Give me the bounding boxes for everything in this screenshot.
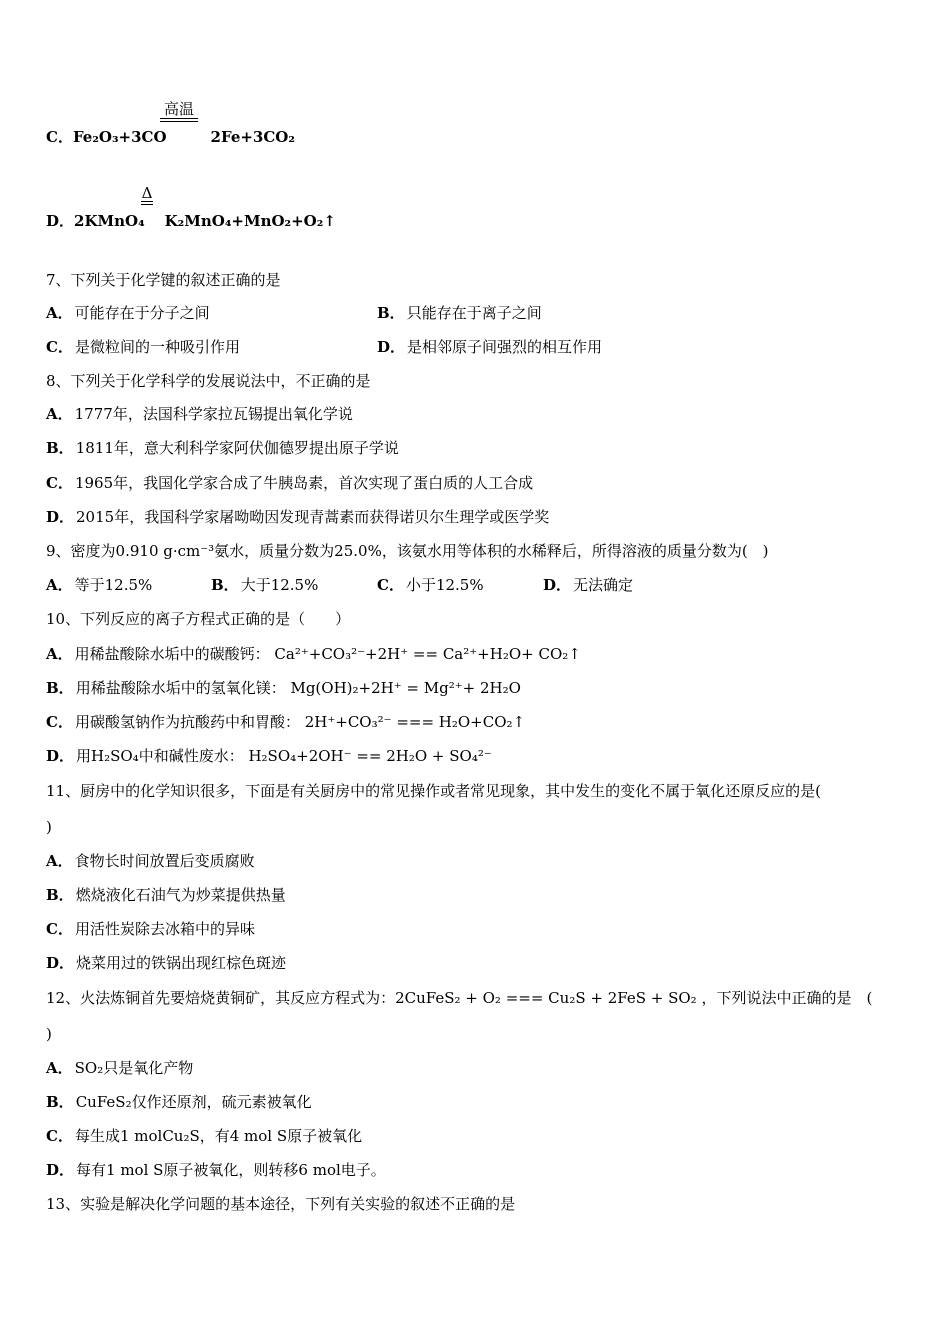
option-text: CuFeS₂仅作还原剂，硫元素被氧化 [75, 1093, 312, 1111]
q12-option-c [46, 1126, 362, 1146]
q7-option-d [377, 337, 602, 357]
option-label: A． [46, 852, 73, 870]
q9-option-b [211, 575, 318, 595]
q11-option-c [46, 919, 255, 939]
option-text: 无法确定 [573, 576, 634, 594]
equation-rhs: 2Fe+3CO₂ [210, 128, 295, 146]
option-text: 等于12.5% [74, 576, 153, 594]
delta-symbol: Δ [141, 184, 153, 202]
option-label: C． [46, 338, 73, 356]
option-text: SO₂只是氧化产物 [74, 1059, 194, 1077]
q11-option-d [46, 953, 286, 973]
option-label: C． [377, 576, 404, 594]
option-label: A． [46, 645, 73, 663]
option-label: A． [46, 304, 73, 322]
q9-option-d [543, 575, 633, 595]
option-text: 是微粒间的一种吸引作用 [74, 338, 240, 356]
option-text: 每生成1 molCu₂S，有4 mol S原子被氧化 [74, 1127, 363, 1145]
option-label: B． [46, 886, 74, 904]
option-text: 1811年，意大利科学家阿伏伽德罗提出原子学说 [75, 439, 399, 457]
q9-stem: 9、密度为0.910 g·cm⁻³氨水，质量分数为25.0%，该氨水用等体积的水稀释后，所得溶液的质量分数为( ) [46, 542, 769, 560]
option-text: 可能存在于分子之间 [74, 304, 210, 322]
option-label: D． [46, 508, 75, 526]
q11-option-b [46, 885, 286, 905]
q13-stem: 13、实验是解决化学问题的基本途径，下列有关实验的叙述不正确的是 [46, 1195, 516, 1213]
q9-option-a [46, 575, 152, 595]
q8-option-a [46, 404, 353, 424]
q10-option-a [46, 644, 581, 664]
q11-stem-end: ) [46, 818, 52, 836]
option-text: 只能存在于离子之间 [406, 304, 542, 322]
option-label: A． [46, 576, 73, 594]
q12-stem: 12、火法炼铜首先要焙烧黄铜矿，其反应方程式为：2CuFeS₂ + O₂ === Cu₂S + 2FeS + SO₂ ，下列说法中正确的是 ( [46, 989, 873, 1007]
q8-option-c [46, 473, 533, 493]
option-label: C． [46, 713, 73, 731]
option-text: 用碳酸氢钠作为抗酸药中和胃酸： 2H⁺+CO₃²⁻ === H₂O+CO₂↑ [74, 713, 526, 731]
option-text: 烧菜用过的铁锅出现红棕色斑迹 [76, 954, 287, 972]
q10-option-d [46, 746, 492, 766]
option-text: 用H₂SO₄中和碱性废水： H₂SO₄+2OH⁻ == 2H₂O + SO₄²⁻ [76, 747, 492, 765]
q12-stem-end: ) [46, 1025, 52, 1043]
option-label: B． [377, 304, 405, 322]
equation-rhs: K₂MnO₄+MnO₂+O₂↑ [164, 212, 336, 230]
q7-option-a [46, 303, 210, 323]
option-label: C． [46, 128, 73, 146]
reaction-condition-high-temp [160, 100, 198, 122]
q7-stem: 7、下列关于化学键的叙述正确的是 [46, 271, 281, 289]
option-text: 用稀盐酸除水垢中的氢氧化镁： Mg(OH)₂+2H⁺ = Mg²⁺+ 2H₂O [75, 679, 521, 697]
option-label: D． [46, 747, 75, 765]
q6-option-d [46, 211, 336, 231]
option-label: D． [46, 954, 75, 972]
q11-option-a [46, 851, 255, 871]
q10-option-c [46, 712, 525, 732]
option-label: C． [46, 1127, 73, 1145]
option-label: A． [46, 405, 73, 423]
q12-option-a [46, 1058, 193, 1078]
option-label: A． [46, 1059, 73, 1077]
option-label: D． [377, 338, 406, 356]
option-text: 2015年，我国科学家屠呦呦因发现青蒿素而获得诺贝尔生理学或医学奖 [76, 508, 550, 526]
option-label: B． [46, 679, 74, 697]
option-text: 用活性炭除去冰箱中的异味 [74, 920, 255, 938]
option-label: B． [46, 439, 74, 457]
option-text: 用稀盐酸除水垢中的碳酸钙： Ca²⁺+CO₃²⁻+2H⁺ == Ca²⁺+H₂O+ CO₂↑ [74, 645, 581, 663]
equation-lhs: Fe₂O₃+3CO [72, 128, 167, 146]
option-text: 大于12.5% [240, 576, 319, 594]
q8-stem: 8、下列关于化学科学的发展说法中，不正确的是 [46, 372, 371, 390]
option-text: 燃烧液化石油气为炒菜提供热量 [75, 886, 286, 904]
condition-text: 高温 [163, 100, 194, 118]
option-label: D． [46, 1161, 75, 1179]
option-text: 1777年，法国科学家拉瓦锡提出氧化学说 [74, 405, 353, 423]
option-text: 是相邻原子间强烈的相互作用 [407, 338, 603, 356]
q8-option-d [46, 507, 549, 527]
q12-option-d [46, 1160, 386, 1180]
option-text: 小于12.5% [405, 576, 484, 594]
q12-option-b [46, 1092, 312, 1112]
q7-option-c [46, 337, 240, 357]
option-text: 食物长时间放置后变质腐败 [74, 852, 255, 870]
q6-option-c [46, 127, 295, 147]
equation-lhs: 2KMnO₄ [74, 212, 145, 230]
q9-option-c [377, 575, 484, 595]
reaction-condition-heat [139, 186, 155, 205]
option-label: B． [46, 1093, 74, 1111]
q10-stem: 10、下列反应的离子方程式正确的是（ ） [46, 610, 351, 628]
option-label: D． [46, 212, 75, 230]
option-label: D． [543, 576, 572, 594]
option-label: C． [46, 920, 73, 938]
option-text: 每有1 mol S原子被氧化，则转移6 mol电子。 [76, 1161, 386, 1179]
q8-option-b [46, 438, 399, 458]
option-label: C． [46, 474, 73, 492]
option-label: B． [211, 576, 239, 594]
q11-stem: 11、厨房中的化学知识很多，下面是有关厨房中的常见操作或者常见现象，其中发生的变化不属于氧化还原反应的是( [46, 782, 821, 800]
equals-bar [160, 118, 198, 122]
option-text: 1965年，我国化学家合成了牛胰岛素，首次实现了蛋白质的人工合成 [74, 474, 534, 492]
q10-option-b [46, 678, 521, 698]
q7-option-b [377, 303, 542, 323]
